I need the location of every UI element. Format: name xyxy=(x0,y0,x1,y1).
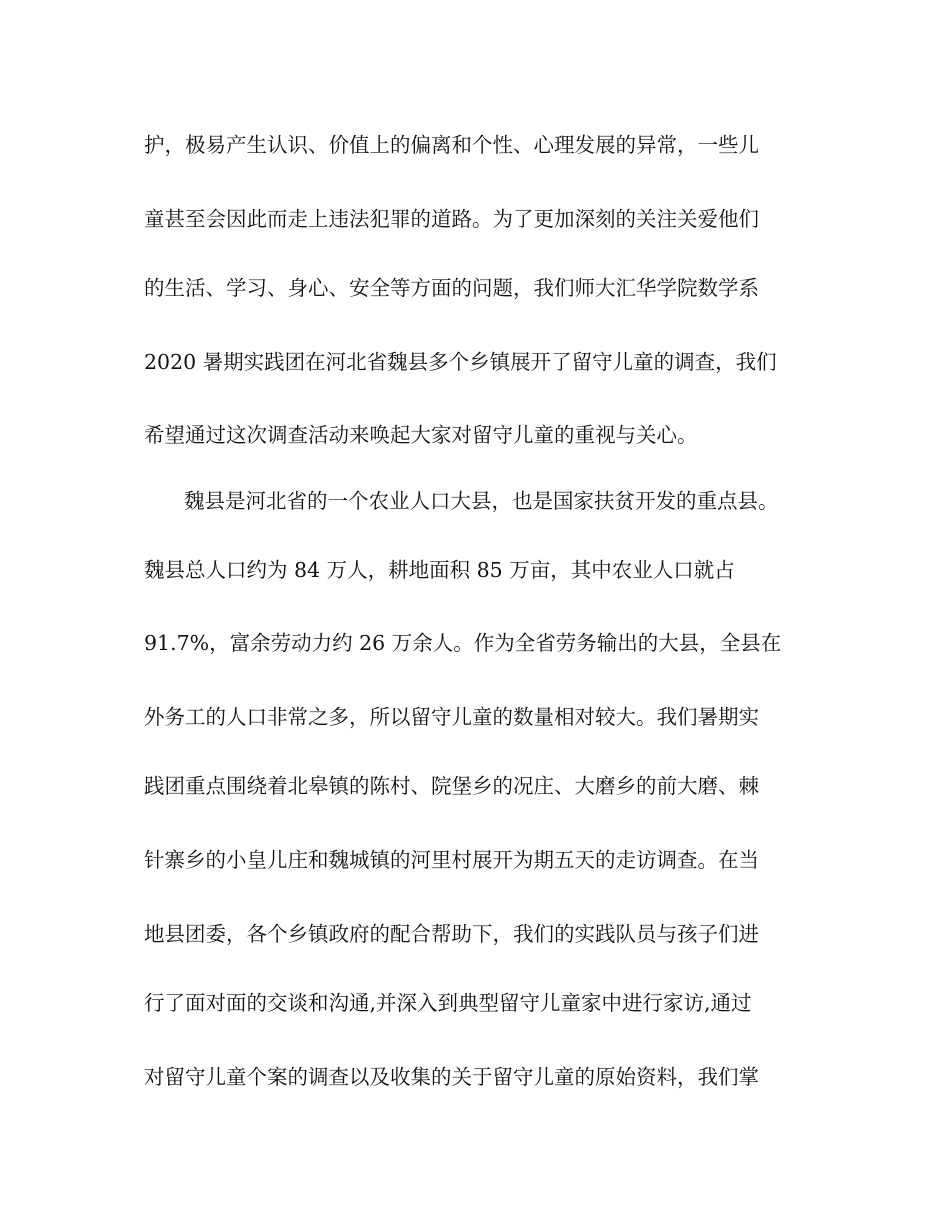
text-line: 针寨乡的小皇儿庄和魏城镇的河里村展开为期五天的走访调查。在当 xyxy=(144,848,759,872)
text-line: 地县团委，各个乡镇政府的配合帮助下，我们的实践队员与孩子们进 xyxy=(144,922,759,946)
text-line: 行了面对面的交谈和沟通,并深入到典型留守儿童家中进行家访,通过 xyxy=(144,991,752,1015)
text-line: 对留守儿童个案的调查以及收集的关于留守儿童的原始资料，我们掌 xyxy=(144,1065,759,1089)
text-line: 护，极易产生认识、价值上的偏离和个性、心理发展的异常，一些儿 xyxy=(144,133,759,157)
text-line: 的生活、学习、身心、安全等方面的问题，我们师大汇华学院数学系 xyxy=(144,276,759,300)
text-line: 91.7%，富余劳动力约 26 万余人。作为全省劳务输出的大县，全县在 xyxy=(144,631,782,655)
text-line: 2020 暑期实践团在河北省魏县多个乡镇展开了留守儿童的调查，我们 xyxy=(144,350,777,374)
text-line: 希望通过这次调查活动来唤起大家对留守儿童的重视与关心。 xyxy=(144,423,698,447)
text-line: 外务工的人口非常之多，所以留守儿童的数量相对较大。我们暑期实 xyxy=(144,705,759,729)
text-line: 童甚至会因此而走上违法犯罪的道路。为了更加深刻的关注关爱他们 xyxy=(144,207,759,231)
text-line: 践团重点围绕着北皋镇的陈村、院堡乡的况庄、大磨乡的前大磨、棘 xyxy=(144,774,759,798)
text-line: 魏县总人口约为 84 万人，耕地面积 85 万亩，其中农业人口就占 xyxy=(144,558,735,582)
paragraph-first-line: 魏县是河北省的一个农业人口大县，也是国家扶贫开发的重点县。 xyxy=(184,489,779,513)
